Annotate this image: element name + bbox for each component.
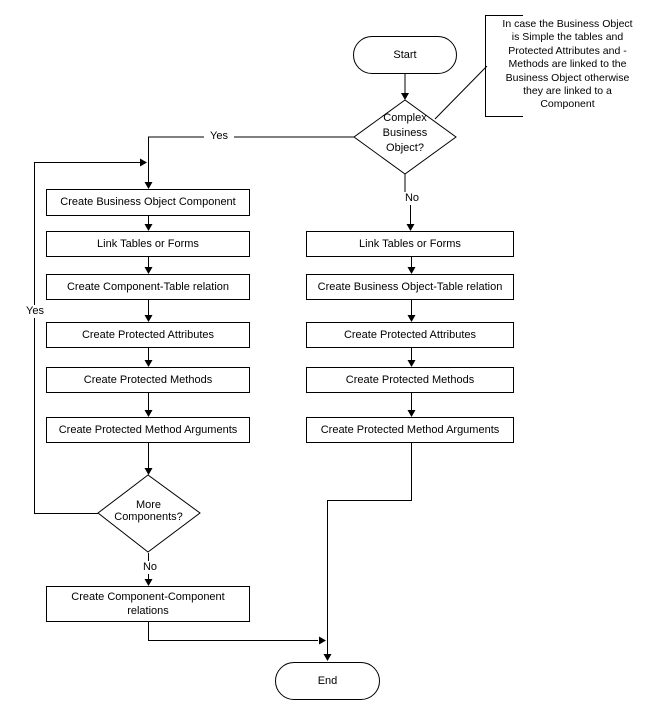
arrowhead	[145, 410, 153, 417]
arrowhead	[401, 93, 409, 100]
annotation-note	[487, 18, 648, 112]
annotation-line: Methods are linked to the	[508, 58, 627, 71]
arrowhead	[140, 159, 147, 167]
annotation-line: Protected Attributes and -	[508, 44, 627, 57]
process-create-protected-method-arguments-left	[46, 417, 250, 443]
process-label: Create Protected Method Arguments	[58, 423, 238, 436]
edge-label-yes-loop: Yes	[18, 305, 52, 318]
decision-complex-line: Object?	[386, 142, 424, 154]
terminal-start-label: Start	[393, 48, 417, 61]
process-create-component-table-relation	[46, 274, 250, 300]
arrowhead	[145, 360, 153, 367]
arrowhead	[407, 224, 415, 231]
edge-right-to-end	[328, 443, 412, 654]
process-label: Create Protected Method Arguments	[320, 423, 500, 436]
process-create-protected-attributes-left	[46, 322, 250, 348]
edge-yes-branch	[149, 137, 355, 185]
arrowhead	[324, 654, 332, 661]
annotation-line: is Simple the tables and	[511, 31, 624, 44]
process-label: Link Tables or Forms	[97, 237, 199, 250]
terminal-end-label: End	[317, 674, 338, 687]
arrowhead	[408, 360, 416, 367]
arrowhead	[408, 410, 416, 417]
process-label: Create Component-Component relations	[71, 591, 225, 617]
process-create-protected-methods-right	[306, 367, 514, 393]
process-label: Create Protected Attributes	[81, 328, 215, 341]
annotation-line: Business Object otherwise	[505, 71, 630, 84]
arrowhead	[408, 315, 416, 322]
arrowhead	[408, 267, 416, 274]
terminal-start	[353, 36, 457, 74]
terminal-end	[275, 662, 380, 700]
process-label: Link Tables or Forms	[359, 237, 461, 250]
process-label: Create Protected Attributes	[343, 328, 477, 341]
process-create-business-object-table-relation	[306, 274, 514, 300]
process-create-component-component-relations	[46, 586, 250, 622]
arrowhead	[145, 579, 153, 586]
process-create-business-object-component	[46, 189, 250, 216]
arrowhead	[145, 267, 153, 274]
process-label: Create Business Object-Table relation	[317, 280, 503, 293]
decision-more-text	[98, 499, 199, 523]
annotation-line: they are linked to a	[523, 85, 612, 98]
process-link-tables-or-forms-right	[306, 231, 514, 257]
annotation-line: Component	[540, 98, 595, 111]
decision-more-line: Components?	[114, 511, 183, 523]
arrowhead	[145, 182, 153, 189]
decision-complex-line: Complex	[383, 112, 427, 124]
edge-label-yes-top: Yes	[204, 130, 234, 143]
arrowhead	[145, 224, 153, 231]
process-create-protected-method-arguments-right	[306, 417, 514, 443]
arrowhead	[145, 468, 153, 475]
decision-complex-text	[369, 111, 441, 156]
annotation-line: In case the Business Object	[502, 18, 633, 30]
decision-complex-line: Business	[382, 127, 428, 139]
process-label: Create Business Object Component	[60, 196, 236, 208]
annotation-leader-line	[435, 66, 487, 119]
decision-more-line: More	[135, 499, 162, 511]
process-label: Create Protected Methods	[83, 373, 213, 386]
process-create-protected-attributes-right	[306, 322, 514, 348]
arrowhead	[319, 637, 326, 645]
process-create-protected-methods-left	[46, 367, 250, 393]
edge-label-no-complex: No	[397, 192, 427, 205]
process-label: Create Protected Methods	[345, 373, 475, 386]
edge-l7-to-merge	[149, 622, 319, 641]
process-label: Create Component-Table relation	[66, 280, 230, 293]
process-link-tables-or-forms-left	[46, 231, 250, 257]
arrowhead	[145, 315, 153, 322]
edge-label-no-more: No	[135, 561, 165, 574]
